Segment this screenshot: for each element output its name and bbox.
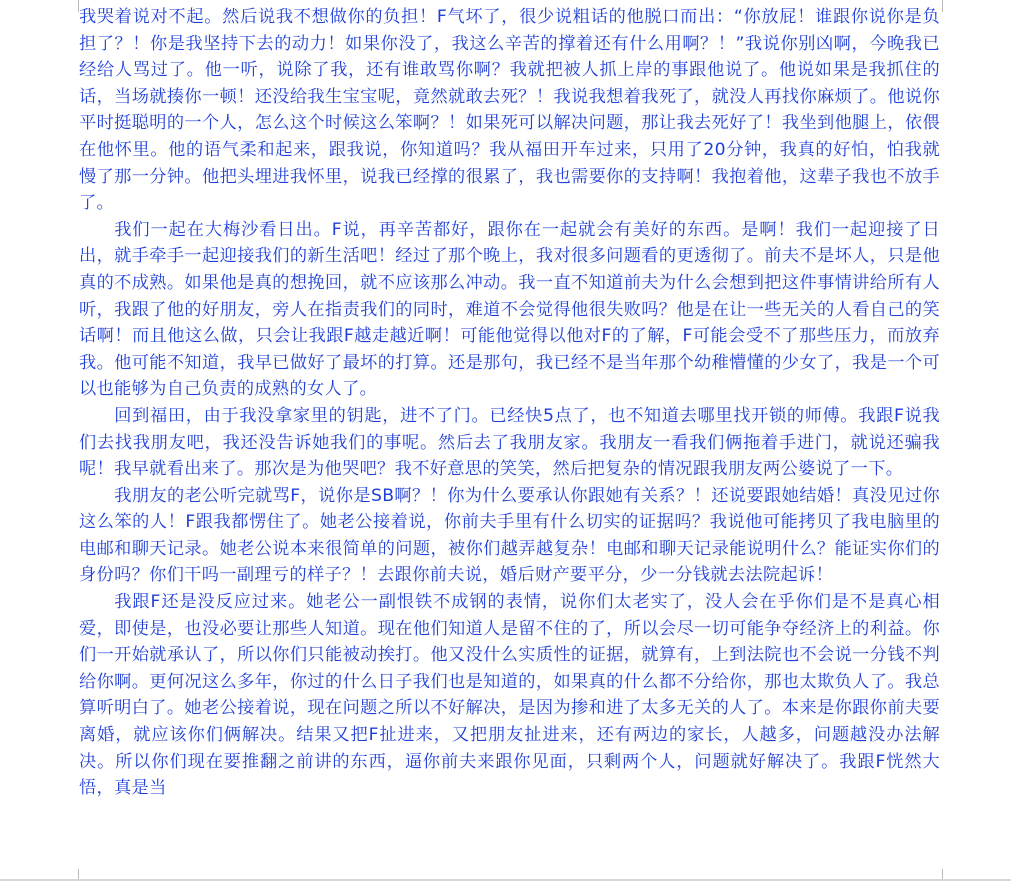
paragraph: 回到福田，由于我没拿家里的钥匙，进不了门。已经快5点了，也不知道去哪里找开锁的师傅。我跟F说我们去找我朋友吧，我还没告诉她我们的事呢。然后去了我朋友家。我朋友一看我们俩拖着手进门，就说还骗我呢！我早就看出来了。那次是为他哭吧？我不好意思的笑笑，然后把复杂的情况跟我朋友两公婆说了一下。 — [79, 405, 940, 480]
paragraph: 我跟F还是没反应过来。她老公一副恨铁不成钢的表情，说你们太老实了，没人会在乎你们是不是真心相爱，即使是，也没必要让那些人知道。现在他们知道人是留不住的了，所以会尽一切可能争夺经济上的利益。你们一开始就承认了，所以你们只能被动挨打。他又没什么实质性的证据，就算有，上到法院也不会说一分钱不判给你啊。更何况这么多年，你过的什么日子我们也是知道的，如果真的什么都不分给你，那也太欺负人了。我总算听明白了。她老公接着说，现在问题之所以不好解决，是因为掺和进了太多无关的人了。本来是你跟你前夫要离婚，就应该你们俩解决。结果又把F扯进来，又把朋友扯进来，还有两边的家长，人越多，问题越没办法解决。所以你们现在要推翻之前讲的东西，逼你前夫来跟你见面，只剩两个人，问题就好解决了。我跟F恍然大悟，真是当 — [79, 592, 940, 799]
margin-corner-mark — [66, 0, 79, 12]
paragraph: 我哭着说对不起。然后说我不想做你的负担！F气坏了，很少说粗话的他脱口而出：“你放屁！谁跟你说你是负担了？！你是我坚持下去的动力！如果你没了，我这么辛苦的撑着还有什么用啊？！”我说你别凶啊，今晚我已经给人骂过了。他一听，说除了我，还有谁敢骂你啊？我就把被人抓上岸的事跟他说了。他说如果是我抓住的话，当场就揍你一顿！还没给我生宝宝呢，竟然就敢去死？！我说我想着我死了，就没人再找你麻烦了。他说你平时挺聪明的一个人，怎么这个时候这么笨啊？！如果死可以解决问题，那让我去死好了！我坐到他腿上，依偎在他怀里。他的语气柔和起来，跟我说，你知道吗？我从福田开车过来，只用了20分钟，我真的好怕，怕我就慢了那一分钟。他把头埋进我怀里，说我已经撑的很累了，我也需要你的支持啊！我抱着他，这辈子我也不放手了。 — [79, 7, 940, 214]
margin-corner-mark — [942, 0, 955, 12]
paragraph: 我们一起在大梅沙看日出。F说，再辛苦都好，跟你在一起就会有美好的东西。是啊！我们一起迎接了日出，就手牵手一起迎接我们的新生活吧！经过了那个晚上，我对很多问题看的更透彻了。前夫不是坏人，只是他真的不成熟。如果他是真的想挽回，就不应该那么冲动。我一直不知道前夫为什么会想到把这件事情讲给所有人听，我跟了他的好朋友，旁人在指责我们的同时，难道不会觉得他很失败吗？他是在让一些无关的人看自己的笑话啊！而且他这么做，只会让我跟F越走越近啊！可能他觉得以他对F的了解，F可能会受不了那些压力，而放弃我。他可能不知道，我早已做好了最坏的打算。还是那句，我已经不是当年那个幼稚懵懂的少女了，我是一个可以也能够为自己负责的成熟的女人了。 — [79, 219, 940, 400]
document-body[interactable] — [79, 4, 940, 802]
paragraph: 我朋友的老公听完就骂F，说你是SB啊？！你为什么要承认你跟她有关系？！还说要跟她结婚！真没见过你这么笨的人！F跟我都愣住了。她老公接着说，你前夫手里有什么切实的证据吗？我说他可能拷贝了我电脑里的电邮和聊天记录。她老公说本来很简单的问题，被你们越弄越复杂！电邮和聊天记录能说明什么？能证实你们的身份吗？你们干吗一副理亏的样子？！去跟你前夫说，婚后财产要平分，少一分钱就去法院起诉！ — [79, 485, 940, 586]
